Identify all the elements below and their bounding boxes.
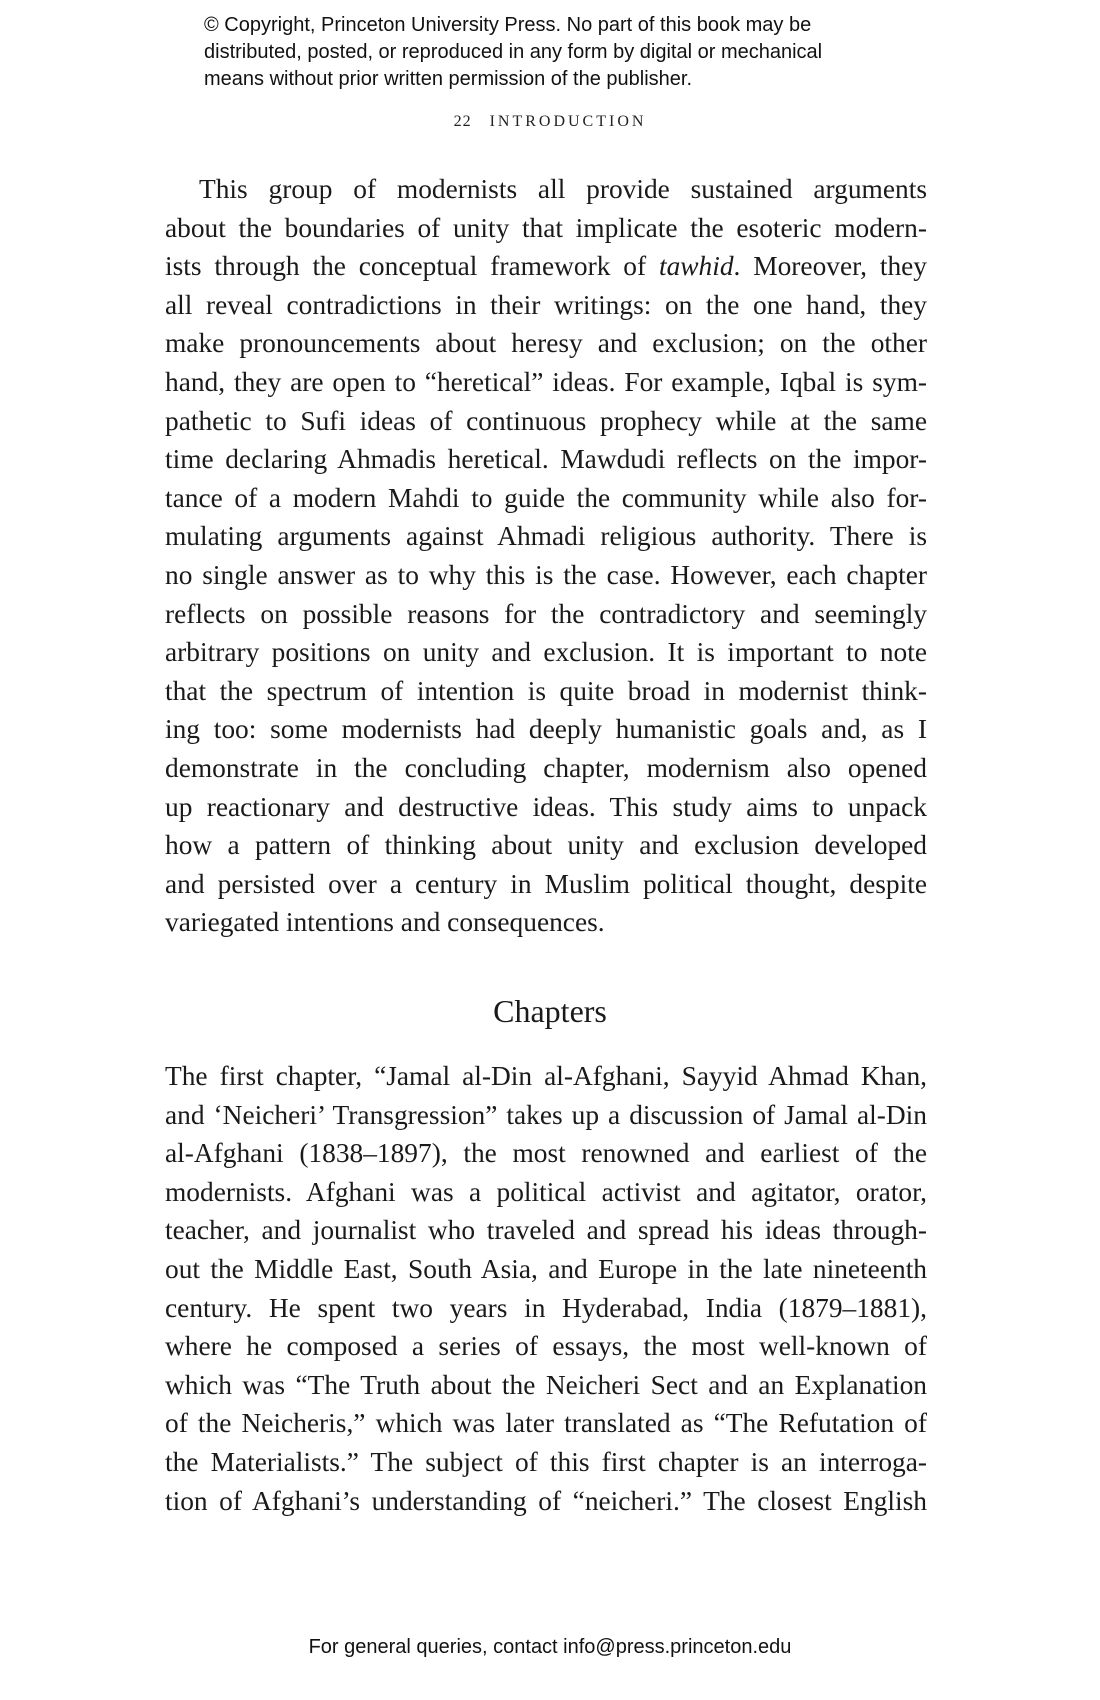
body-paragraph-1: [165, 170, 927, 942]
section-heading: Chapters: [493, 993, 607, 1029]
italic-term: tawhid: [658, 251, 734, 282]
text-line: where he composed a series of essays, the most well-known of: [165, 1331, 927, 1362]
text-line: hand, they are open to “heretical” ideas. For example, Iqbal is sym-: [165, 366, 927, 397]
text-line: out the Middle East, South Asia, and Europe in the late nineteenth: [165, 1253, 927, 1284]
text-line: pathetic to Sufi ideas of continuous prophecy while at the same: [165, 405, 927, 436]
text-line: [165, 247, 927, 286]
copyright-line-1: © Copyright, Princeton University Press. No part of this book may be: [204, 14, 812, 36]
text-line: century. He spent two years in Hyderabad, India (1879–1881),: [165, 1292, 927, 1323]
text-line: up reactionary and destructive ideas. This study aims to unpack: [165, 791, 927, 822]
text-line: The first chapter, “Jamal al-Din al-Afghani, Sayyid Ahmad Khan,: [165, 1061, 927, 1091]
copyright-line-2: distributed, posted, or reproduced in any form by digital or mechanical: [204, 41, 823, 63]
text-line: teacher, and journalist who traveled and spread his ideas through-: [165, 1215, 927, 1246]
text-line: and persisted over a century in Muslim political thought, despite: [165, 868, 927, 899]
text-line: which was “The Truth about the Neicheri Sect and an Explanation: [165, 1369, 927, 1400]
text-line: tance of a modern Mahdi to guide the community while also for-: [165, 482, 927, 513]
text-line: and ‘Neicheri’ Transgression” takes up a discussion of Jamal al-Din: [165, 1099, 927, 1130]
text-line: demonstrate in the concluding chapter, modernism also opened: [165, 752, 927, 783]
text-line: mulating arguments against Ahmadi religious authority. There is: [165, 521, 927, 552]
page-number: 22: [453, 113, 472, 130]
text-line: This group of modernists all provide sustained arguments: [199, 174, 927, 204]
text-line: ing too: some modernists had deeply humanistic goals and, as I: [165, 714, 927, 745]
text-line: that the spectrum of intention is quite broad in modernist think-: [165, 675, 927, 706]
text-segment: . Moreover, they: [733, 251, 927, 282]
text-line: time declaring Ahmadis heretical. Mawdudi reflects on the impor-: [165, 444, 927, 475]
text-line: the Materialists.” The subject of this first chapter is an interroga-: [165, 1446, 927, 1477]
text-line: arbitrary positions on unity and exclusion. It is important to note: [165, 637, 927, 668]
footer-contact: For general queries, contact info@press.princeton.edu: [308, 1636, 792, 1658]
text-line: al-Afghani (1838–1897), the most renowned and earliest of the: [165, 1138, 927, 1169]
text-line: all reveal contradictions in their writings: on the one hand, they: [165, 289, 927, 320]
body-paragraph-2: [165, 1057, 927, 1520]
copyright-notice: [204, 12, 924, 93]
running-head-title: INTRODUCTION: [489, 113, 647, 130]
text-line: how a pattern of thinking about unity and exclusion developed: [165, 830, 927, 861]
text-line: about the boundaries of unity that implicate the esoteric modern-: [165, 212, 927, 243]
text-line: variegated intentions and consequences.: [165, 907, 605, 938]
text-line: modernists. Afghani was a political activist and agitator, orator,: [165, 1176, 927, 1207]
text-line: make pronouncements about heresy and exclusion; on the other: [165, 328, 927, 359]
text-line: no single answer as to why this is the case. However, each chapter: [165, 559, 927, 590]
text-line: of the Neicheris,” which was later translated as “The Refutation of: [165, 1408, 927, 1439]
running-head: [0, 113, 1100, 131]
text-segment: ists through the conceptual framework of: [165, 251, 659, 282]
text-line: reflects on possible reasons for the contradictory and seemingly: [165, 598, 927, 629]
copyright-line-3: means without prior written permission of the publisher.: [204, 68, 693, 90]
text-line: tion of Afghani’s understanding of “neicheri.” The closest English: [165, 1485, 927, 1516]
